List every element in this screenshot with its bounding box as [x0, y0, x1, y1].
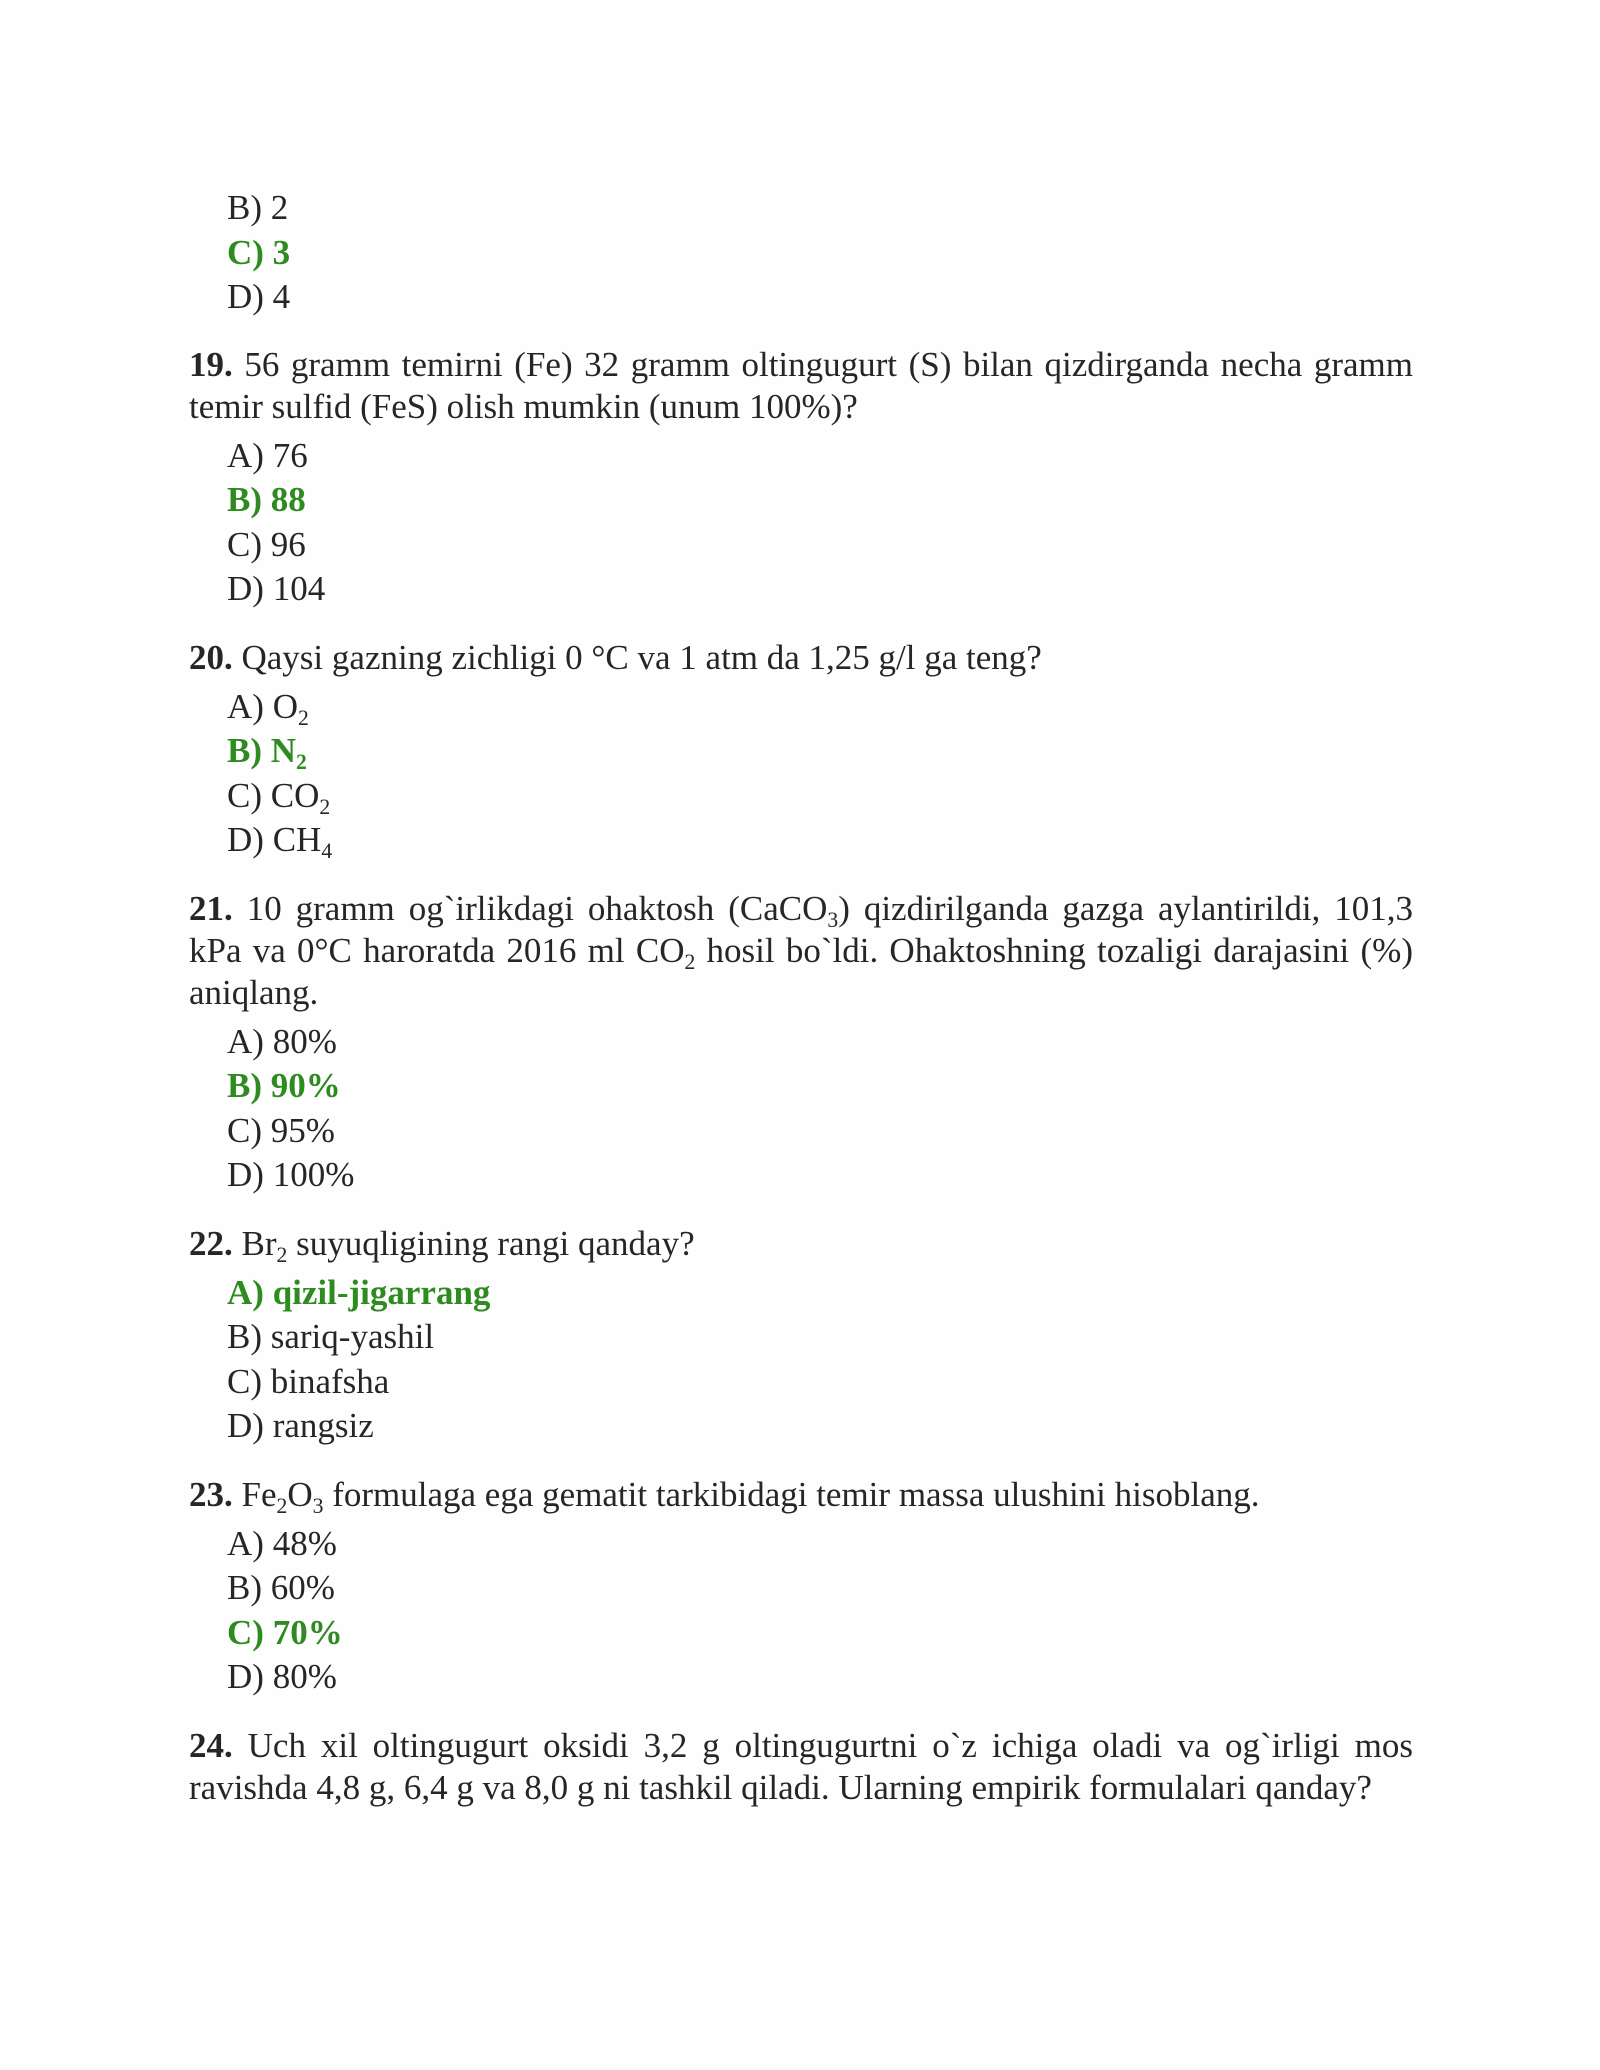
q18-option-c-correct: C) 3 — [227, 232, 291, 272]
question-22: 22. $Br_2$ suyuqligining rangi qanday? — [189, 1223, 695, 1267]
q18-option-d: D) 4 — [227, 277, 291, 316]
question-number: 23. — [189, 1474, 233, 1514]
q22-option-b: B) sariq-yashil — [227, 1317, 435, 1356]
question-list — [189, 186, 1413, 1815]
q19-option-b-correct: B) 88 — [227, 480, 306, 519]
q20-option-d: D) $CH_4$ — [227, 820, 333, 863]
question-21: 21. 10 gramm og`irlikdagi ohaktosh (CaCO$_3$) qizdirilganda gazga aylantirildi, 101,3 kPa va 0°C haroratda 2016 ml $CO_2$ hosil bo`ldi. Ohaktoshning tozaligi darajasini (%) aniqlang. — [189, 888, 1413, 1012]
question-number: 22. — [189, 1223, 233, 1263]
question-number: 19. — [189, 344, 233, 384]
q21-option-a: A) 80% — [227, 1021, 337, 1061]
q20-option-c: C) $CO_2$ — [227, 775, 331, 819]
q22-option-c: C) binafsha — [227, 1361, 390, 1401]
question-number: 20. — [189, 637, 233, 677]
q20-option-b-correct: B) $N_2$ — [227, 731, 307, 774]
question-20 — [189, 637, 1413, 679]
q23-option-a: A) 48% — [227, 1523, 337, 1563]
q20-option-a: A) $O_2$ — [227, 686, 309, 730]
question-text: Uch xil oltingugurt oksidi 3,2 g oltingugurtni o`z ichiga oladi va og`irligi mos ravishda 4,8 g, 6,4 g va 8,0 g ni tashkil qiladi. Ularning empirik formulalari qanday? — [189, 1725, 1413, 1807]
question-24 — [189, 1725, 1413, 1809]
q23-option-b: B) 60% — [227, 1568, 335, 1607]
q19-option-a: A) 76 — [227, 435, 308, 475]
q19-option-d: D) 104 — [227, 569, 326, 608]
q18-option-b: B) 2 — [227, 188, 289, 227]
q22-option-d: D) rangsiz — [227, 1406, 374, 1445]
q23-option-d: D) 80% — [227, 1657, 337, 1696]
question-23: 23. $Fe_2O_3$ formulaga ega gematit tarkibidagi temir massa ulushini hisoblang. — [189, 1474, 1260, 1518]
question-19 — [189, 344, 1413, 428]
q21-option-b-correct: B) 90% — [227, 1066, 341, 1105]
q21-option-d: D) 100% — [227, 1155, 355, 1194]
question-text: 56 gramm temirni (Fe) 32 gramm oltingugurt (S) bilan qizdirganda necha gramm temir sulfid (FeS) olish mumkin (unum 100%)? — [189, 344, 1413, 426]
q21-option-c: C) 95% — [227, 1110, 335, 1150]
question-number: 21. — [189, 888, 233, 928]
question-number: 24. — [189, 1725, 233, 1765]
q19-option-c: C) 96 — [227, 524, 306, 564]
question-text: Qaysi gazning zichligi 0 °C va 1 atm da 1,25 g/l ga teng? — [232, 637, 1042, 677]
q22-option-a-correct: A) qizil-jigarrang — [227, 1272, 491, 1312]
q23-option-c-correct: C) 70% — [227, 1612, 343, 1652]
